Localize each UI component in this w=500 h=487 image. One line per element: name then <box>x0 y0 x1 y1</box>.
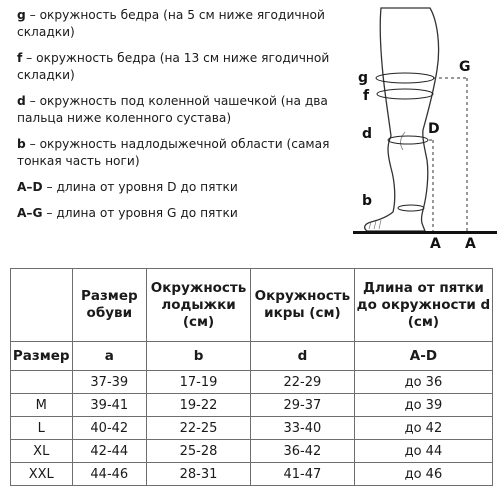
leg-outline <box>365 8 439 231</box>
label-D: D <box>428 121 440 137</box>
cell-length: до 42 <box>354 417 492 440</box>
cell-shoe: 42-44 <box>72 440 147 463</box>
cell-shoe: 37-39 <box>72 371 147 394</box>
cell-size <box>11 371 73 394</box>
legend-item-f <box>17 50 362 84</box>
table-row <box>11 394 493 417</box>
label-d: d <box>362 126 373 142</box>
header-ankle: Окружность лодыжки (см) <box>147 269 251 342</box>
legend-item-ad <box>17 179 362 196</box>
knee-crease <box>401 132 405 150</box>
cell-size: M <box>11 394 73 417</box>
cell-size: XXL <box>11 463 73 486</box>
circumference-b <box>398 205 424 211</box>
label-f: f <box>363 88 370 104</box>
subheader-size: Размер <box>11 342 73 371</box>
circumference-g <box>376 73 434 83</box>
cell-calf: 22-29 <box>250 371 354 394</box>
subheader-ad: A-D <box>354 342 492 371</box>
subheader-d: d <box>250 342 354 371</box>
table-row <box>11 463 493 486</box>
legend-text: – длина от уровня G до пятки <box>42 206 238 220</box>
legend-text: – окружность бедра (на 13 см ниже ягодичной складки) <box>17 51 330 82</box>
subheader-b: b <box>147 342 251 371</box>
table-row <box>11 417 493 440</box>
cell-length: до 44 <box>354 440 492 463</box>
cell-shoe: 40-42 <box>72 417 147 440</box>
legend-key: b <box>17 137 26 151</box>
cell-length: до 36 <box>354 371 492 394</box>
table-row <box>11 371 493 394</box>
cell-calf: 41-47 <box>250 463 354 486</box>
legend-text: – окружность надлодыжечной области (самая тонкая часть ноги) <box>17 137 330 168</box>
cell-length: до 39 <box>354 394 492 417</box>
legend-item-d <box>17 93 362 127</box>
header-calf: Окружность икры (см) <box>250 269 354 342</box>
cell-calf: 29-37 <box>250 394 354 417</box>
cell-ankle: 28-31 <box>147 463 251 486</box>
cell-ankle: 17-19 <box>147 371 251 394</box>
cell-shoe: 39-41 <box>72 394 147 417</box>
table-row <box>11 440 493 463</box>
cell-ankle: 25-28 <box>147 440 251 463</box>
table-header-row <box>11 269 493 342</box>
circumference-d <box>388 136 428 144</box>
table-subheader-row <box>11 342 493 371</box>
label-A-d: A <box>430 236 441 252</box>
cell-size: XL <box>11 440 73 463</box>
legend-text: – окружность бедра (на 5 см ниже ягодичной складки) <box>17 8 325 39</box>
legend-text: – длина от уровня D до пятки <box>42 180 238 194</box>
legend-key: d <box>17 94 26 108</box>
legend-item-g <box>17 7 362 41</box>
legend <box>17 7 362 231</box>
label-G: G <box>459 59 471 75</box>
leg-diagram <box>345 0 500 260</box>
cell-length: до 46 <box>354 463 492 486</box>
cell-shoe: 44-46 <box>72 463 147 486</box>
cell-size: L <box>11 417 73 440</box>
label-A-g: A <box>465 236 476 252</box>
legend-item-b <box>17 136 362 170</box>
legend-key: A–G <box>17 206 43 220</box>
label-b: b <box>362 193 373 209</box>
label-g: g <box>358 70 369 86</box>
cell-calf: 36-42 <box>250 440 354 463</box>
cell-ankle: 19-22 <box>147 394 251 417</box>
header-length: Длина от пятки до окружности d (см) <box>354 269 492 342</box>
legend-key: A–D <box>17 180 43 194</box>
legend-text: – окружность под коленной чашечкой (на два пальца ниже коленного сустава) <box>17 94 328 125</box>
legend-item-ag <box>17 205 362 222</box>
size-table <box>10 268 493 486</box>
header-cell <box>11 269 73 342</box>
legend-key: f <box>17 51 23 65</box>
cell-ankle: 22-25 <box>147 417 251 440</box>
legend-key: g <box>17 8 26 22</box>
cell-calf: 33-40 <box>250 417 354 440</box>
ground-line <box>353 231 497 234</box>
header-shoe-size: Размер обуви <box>72 269 147 342</box>
subheader-a: a <box>72 342 147 371</box>
